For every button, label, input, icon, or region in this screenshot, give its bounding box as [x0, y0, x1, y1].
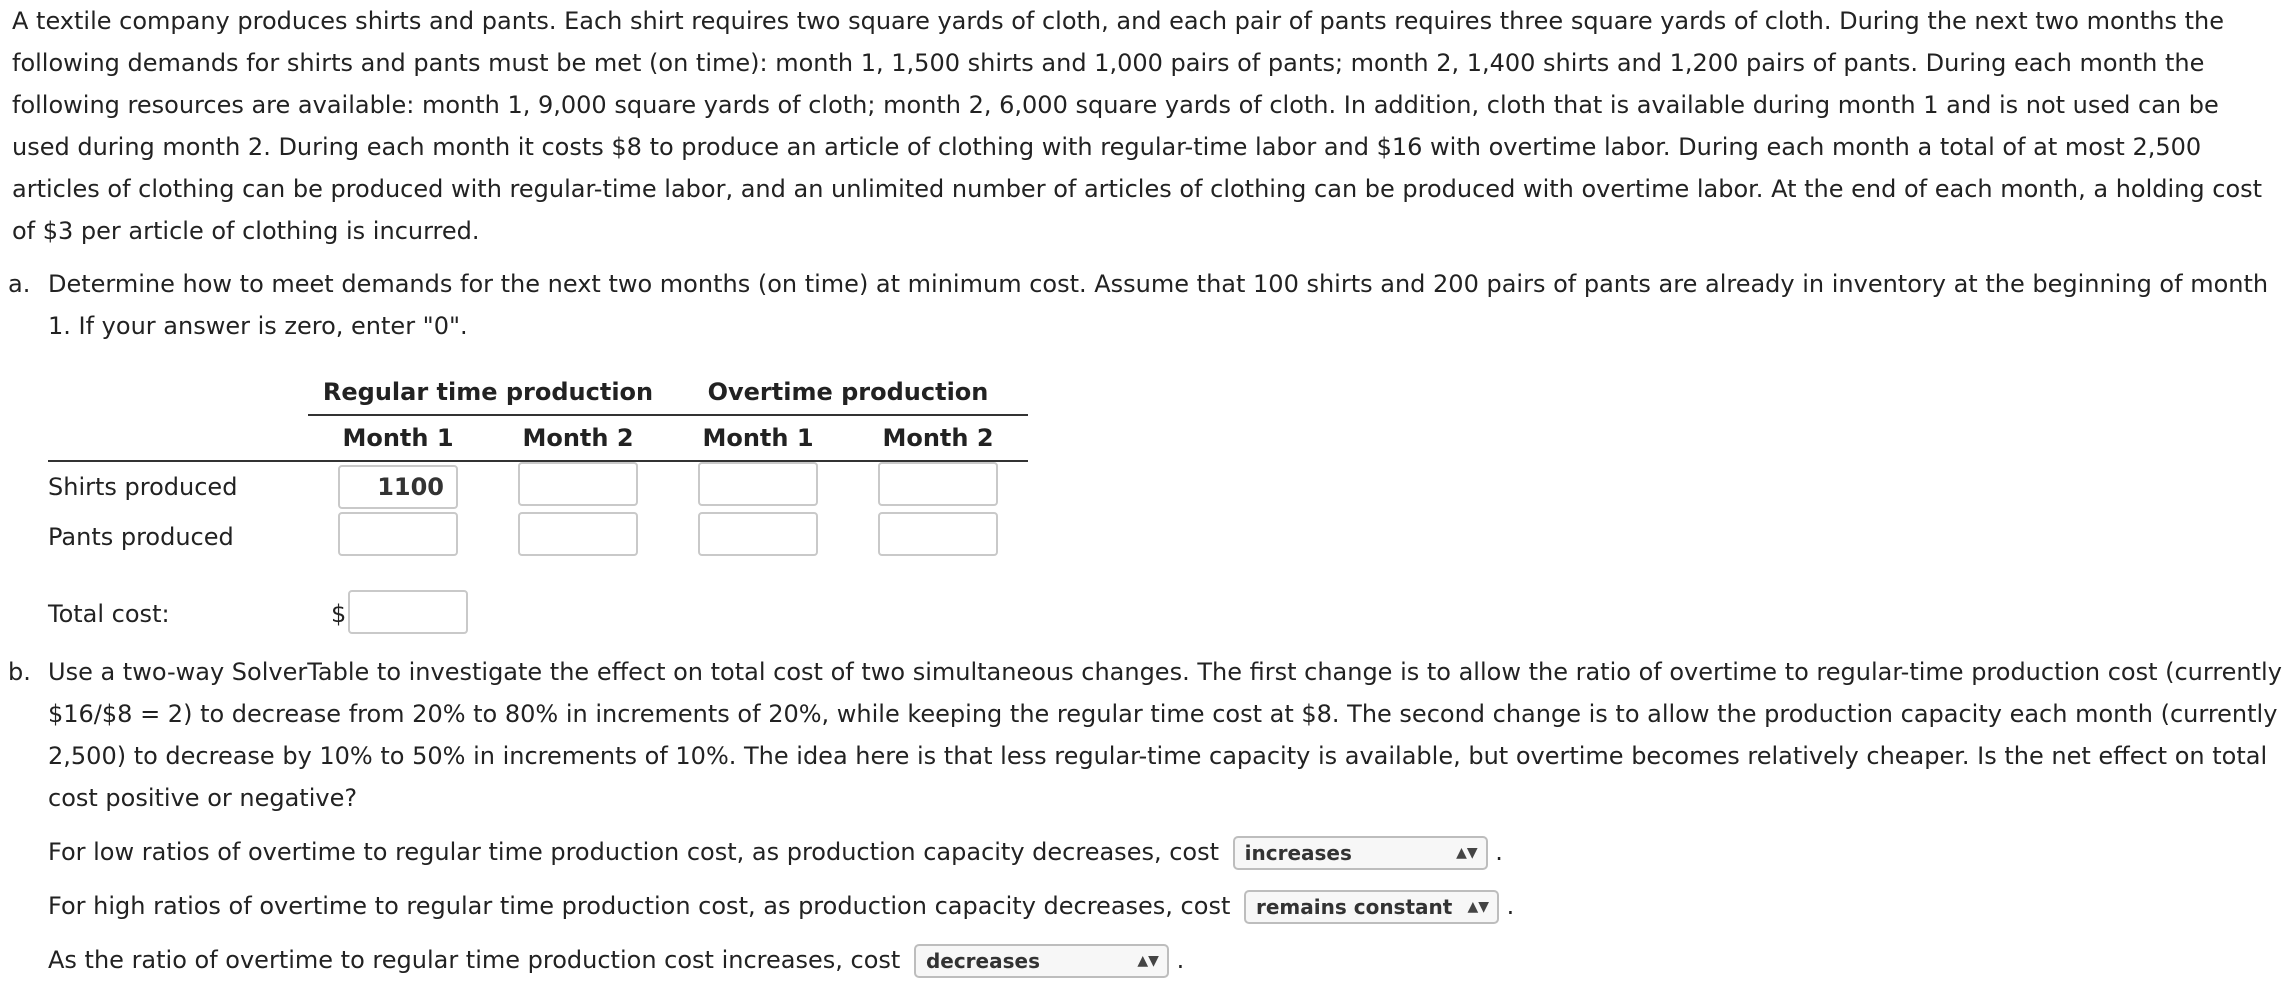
- up-down-arrows-icon: ▲▼: [1456, 845, 1478, 861]
- header-spacer: [48, 370, 308, 415]
- header-regular-month-2: Month 2: [488, 415, 668, 461]
- pants-overtime-month-1-input[interactable]: [698, 512, 818, 556]
- ratio-increase-cost-selected-value: decreases: [925, 949, 1040, 973]
- problem-intro: A textile company produces shirts and pants. Each shirt requires two square yards of cloth, and each pair of pants requires three square yards of cloth. During the next two months the following demands for shirts and pants must be met (on time): month 1, 1,500 shirts and 1,000 pairs of pants; month 2, 1,400 shirts and 1,200 pairs of pants. During each month the following resources are available: month 1, 9,000 square yards of cloth; month 2, 6,000 square yards of cloth. In addition, cloth that is available during month 1 and is not used can be used during month 2. During each month it costs $8 to produce an article of clothing with regular-time labor and $16 with overtime labor. During each month a total of at most 2,500 articles of clothing can be produced with regular-time labor, and an unlimited number of articles of clothing can be produced with overtime labor. At the end of each month, a holding cost of $3 per article of clothing is incurred.: [12, 7, 2263, 245]
- part-b: [8, 651, 2284, 819]
- up-down-arrows-icon: ▲▼: [1467, 899, 1489, 915]
- shirts-overtime-month-2-input[interactable]: [878, 462, 998, 506]
- header-regular-time: Regular time production: [308, 370, 668, 415]
- part-a-text: Determine how to meet demands for the next two months (on time) at minimum cost. Assume that 100 shirts and 200 pairs of pants are already in inventory at the beginning of month 1. If your answer is zero, enter "0".: [48, 270, 2269, 340]
- part-b-text: Use a two-way SolverTable to investigate the effect on total cost of two simultaneous changes. The first change is to allow the ratio of overtime to regular-time production cost (currently $16/$8 = 2) to decrease from 20% to 80% in increments of 20%, while keeping the regular time cost at $8. The second change is to allow the production capacity each month (currently 2,500) to decrease by 10% to 50% in increments of 10%. The idea here is that less regular-time capacity is available, but overtime becomes relatively cheaper. Is the net effect on total cost positive or negative?: [48, 658, 2282, 812]
- select-prompt-low-ratio: For low ratios of overtime to regular time production cost, as production capacity decreases, cost: [48, 838, 1220, 866]
- period: .: [1176, 946, 1185, 974]
- total-cost-row: [48, 590, 648, 638]
- header-regular-month-1: Month 1: [308, 415, 488, 461]
- currency-symbol: $: [331, 600, 347, 628]
- total-cost-label: Total cost:: [48, 600, 170, 628]
- header-overtime: Overtime production: [668, 370, 1028, 415]
- shirts-regular-month-1-input[interactable]: 1100: [338, 465, 458, 509]
- row-label-shirts: Shirts produced: [48, 473, 238, 501]
- high-ratio-cost-selected-value: remains constant: [1256, 895, 1453, 919]
- part-a-marker: a.: [8, 270, 31, 298]
- ratio-increase-cost-select[interactable]: [914, 944, 1169, 978]
- pants-regular-month-1-input[interactable]: [338, 512, 458, 556]
- high-ratio-cost-select[interactable]: [1244, 890, 1499, 924]
- select-line-low-ratio: [48, 831, 1503, 873]
- row-label-pants: Pants produced: [48, 523, 234, 551]
- up-down-arrows-icon: ▲▼: [1137, 953, 1159, 969]
- select-prompt-ratio-increase: As the ratio of overtime to regular time production cost increases, cost: [48, 946, 901, 974]
- header-overtime-month-2: Month 2: [848, 415, 1028, 461]
- select-line-high-ratio: [48, 885, 1514, 927]
- header-overtime-month-1: Month 1: [668, 415, 848, 461]
- low-ratio-cost-select[interactable]: [1233, 836, 1488, 870]
- select-line-ratio-increase: [48, 939, 1184, 981]
- shirts-regular-month-2-input[interactable]: [518, 462, 638, 506]
- pants-overtime-month-2-input[interactable]: [878, 512, 998, 556]
- header-spacer-2: [48, 415, 308, 461]
- total-cost-input[interactable]: [348, 590, 468, 634]
- part-a: [8, 263, 2284, 347]
- period: .: [1495, 838, 1503, 866]
- part-b-marker: b.: [8, 658, 31, 686]
- pants-regular-month-2-input[interactable]: [518, 512, 638, 556]
- production-table: [48, 370, 1028, 562]
- shirts-overtime-month-1-input[interactable]: [698, 462, 818, 506]
- select-prompt-high-ratio: For high ratios of overtime to regular time production cost, as production capacity decreases, cost: [48, 892, 1231, 920]
- table-row-pants: [48, 512, 1028, 562]
- low-ratio-cost-selected-value: increases: [1244, 841, 1352, 865]
- table-row-shirts: [48, 461, 1028, 512]
- period: .: [1506, 892, 1515, 920]
